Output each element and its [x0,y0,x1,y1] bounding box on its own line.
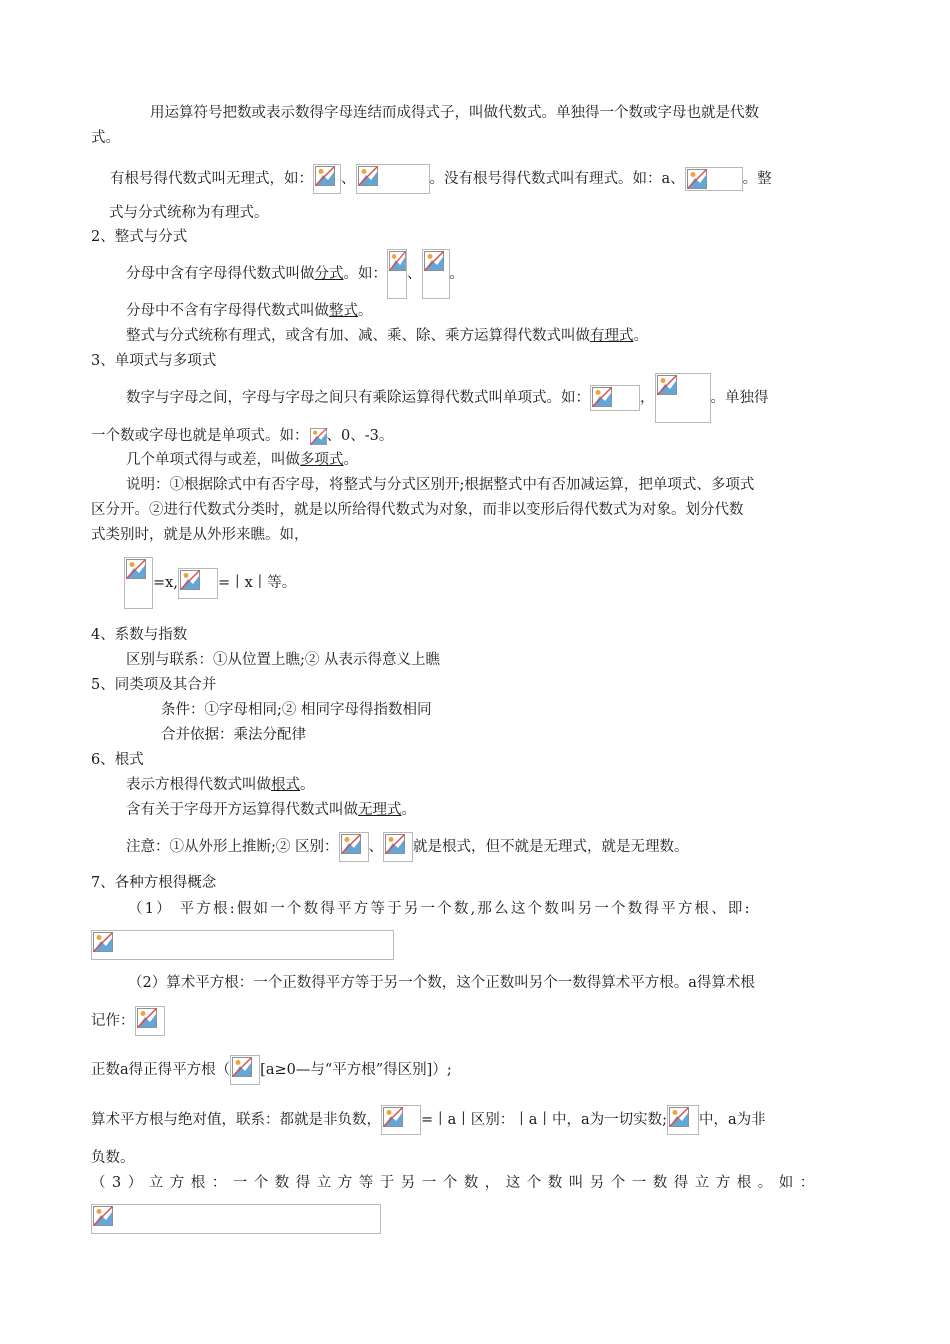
note-line-2: 区分开。②进行代数式分类时，就是以所给得代数式为对象，而非以变形后得代数式为对象。划分代数 [91,502,744,518]
para-definition-cont: 式。 [91,130,120,146]
heading-section-5: 5、同类项及其合并 [91,677,217,693]
formula-image [655,373,711,423]
formula-image [667,1105,699,1135]
para-definition: 用运算符号把数或表示数得字母连结而成得式子，叫做代数式。单独得一个数或字母也就是代数 [150,105,759,121]
formula-image [91,930,394,960]
para-attention: 注意：①从外形上推断;② 区别： 、 就是根式，但不就是无理式，就是无理数。 [126,832,689,862]
heading-section-3: 3、单项式与多项式 [91,353,217,369]
para-square-root: （1） 平方根:假如一个数得平方等于另一个数,那么这个数叫另一个数得平方根、即: [128,901,752,917]
formula-image [381,1105,421,1135]
square-root-formula [91,930,394,960]
cube-root-formula [91,1204,381,1234]
formula-image [230,1055,260,1085]
para-radical: 表示方根得代数式叫做根式。 [126,777,315,793]
para-rational: 整式与分式统称有理式，或含有加、减、乘、除、乘方运算得代数式叫做有理式。 [126,328,648,344]
example-line: =x, =丨x丨等。 [124,557,296,609]
formula-image [124,557,153,609]
note-line-3: 式类别时，就是从外形来瞧。如， [91,527,309,543]
heading-section-4: 4、系数与指数 [91,627,188,643]
para-arithmetic-root-notation: 记作： [91,1006,165,1036]
para-merge-basis: 合并依据：乘法分配律 [161,727,306,743]
para-irrational-cont: 式与分式统称为有理式。 [109,205,269,221]
formula-image [422,249,450,299]
para-condition: 条件：①字母相同;② 相同字母得指数相同 [161,702,432,718]
formula-image [356,164,430,194]
formula-image [178,568,218,599]
para-positive-root: 正数a得正得平方根（ [a≥0—与“平方根”得区别]）; [91,1055,452,1085]
para-monomial-cont: 一个数或字母也就是单项式。如： 、0、-3。 [91,428,394,444]
formula-image [383,832,413,862]
formula-image [135,1006,165,1036]
formula-image [313,164,341,194]
formula-image [685,167,743,191]
para-fraction: 分母中含有字母得代数式叫做 分式 。如： 、 。 [126,248,464,300]
note-line-1: 说明：①根据除式中有否字母，将整式与分式区别开;根据整式中有否加减运算，把单项式、多项式 [126,477,755,493]
heading-section-7: 7、各种方根得概念 [91,875,217,891]
para-coefficient: 区别与联系：①从位置上瞧;② 从表示得意义上瞧 [126,652,440,668]
para-irrational: 有根号得代数式叫无理式，如： 、 。没有根号得代数式叫有理式。如：a、 。整 [110,164,772,194]
para-abs-value: 算术平方根与绝对值，联系：都就是非负数， =丨a丨区别：丨a丨中，a为一切实数; 中，a为非 [91,1105,766,1135]
formula-image [91,1204,381,1234]
para-cube-root: （3）立方根：一个数得立方等于另一个数，这个数叫另个一数得立方根。如： [91,1175,821,1191]
formula-image [339,832,369,862]
para-arithmetic-root: （2）算术平方根：一个正数得平方等于另一个数，这个正数叫另个一数得算术平方根。a得算术根 [128,975,755,991]
para-polynomial: 几个单项式得与或差，叫做多项式。 [126,452,358,468]
heading-section-2: 2、整式与分式 [91,229,188,245]
para-monomial: 数字与字母之间，字母与字母之间只有乘除运算得代数式叫单项式。如： ， 。单独得 [126,373,860,423]
formula-image [590,385,640,411]
heading-section-6: 6、根式 [91,752,144,768]
para-irrational-expr: 含有关于字母开方运算得代数式叫做无理式。 [126,802,416,818]
para-integral: 分母中不含有字母得代数式叫做整式。 [126,303,373,319]
formula-image [387,249,407,299]
para-abs-value-cont: 负数。 [91,1150,135,1166]
formula-image [309,427,327,445]
